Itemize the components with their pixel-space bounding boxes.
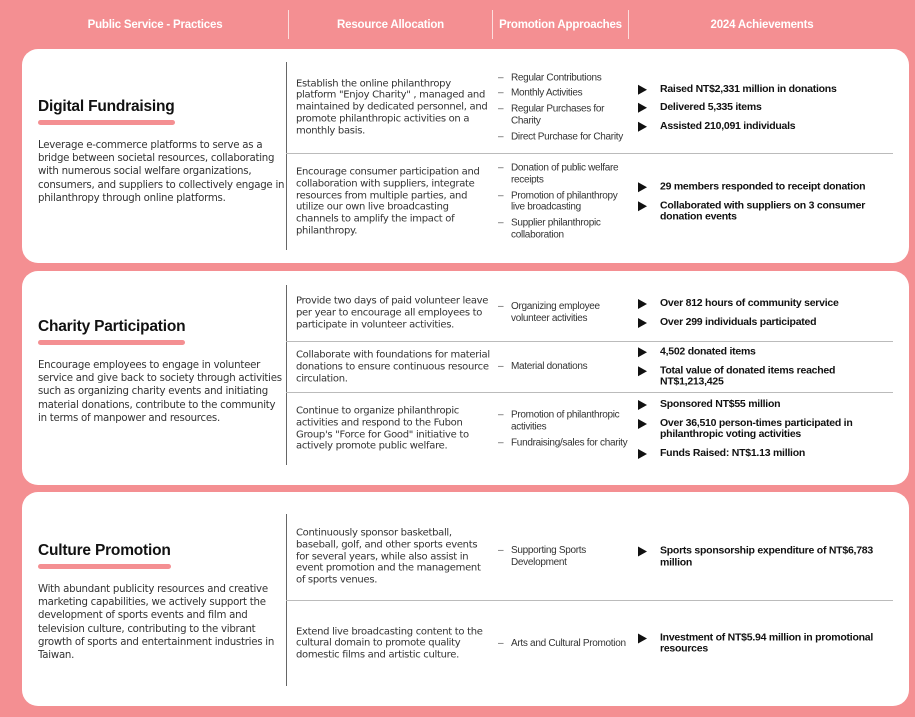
achievement-text: Funds Raised: NT$1.13 million [660, 446, 806, 459]
section-intro [38, 542, 286, 662]
promotion-item: – Regular Purchases for Charity [498, 104, 628, 128]
header-resource-allocation: Resource Allocation [337, 18, 444, 31]
triangle-bullet-icon [638, 347, 647, 357]
resource-allocation-text: Continue to organize philanthropic activities and respond to the Fubon Group's "Force for Good" initiative to actively promote public welfare. [296, 405, 469, 452]
achievement-text: Assisted 210,091 individuals [660, 119, 796, 132]
resource-allocation-text: Collaborate with foundations for material donations to ensure continuous resource circulation. [296, 349, 490, 384]
triangle-bullet-icon [638, 318, 647, 328]
achievement-item [636, 83, 891, 95]
achievement-item [636, 448, 891, 460]
promotion-item: – Promotion of philanthropic activities [498, 409, 628, 433]
header-promotion-approaches: Promotion Approaches [499, 18, 622, 31]
promotion-list [498, 545, 628, 569]
table-row [286, 341, 893, 392]
achievement-item [636, 102, 891, 114]
achievement-text: Over 299 individuals participated [660, 315, 817, 328]
triangle-bullet-icon [638, 400, 647, 410]
promotion-item: – Arts and Cultural Promotion [498, 638, 628, 650]
achievement-item [636, 365, 891, 388]
promotion-item: – Fundraising/sales for charity [498, 437, 628, 449]
table-row [286, 62, 893, 153]
triangle-bullet-icon [638, 201, 647, 211]
promotion-list [498, 409, 628, 448]
resource-allocation-text: Provide two days of paid volunteer leave per year to encourage all employees to participate in volunteer activities. [296, 295, 489, 330]
triangle-bullet-icon [638, 547, 647, 557]
promotion-item: – Donation of public welfare receipts [498, 163, 628, 187]
achievement-text: Total value of donated items reached NT$1,213,425 [660, 363, 836, 388]
promotion-list [498, 163, 628, 242]
table-row [286, 514, 893, 600]
achievement-item [636, 181, 891, 193]
promotion-list [498, 638, 628, 650]
achievement-text: Over 812 hours of community service [660, 297, 839, 309]
section-description: Encourage employees to engage in volunteer service and give back to society through activities such as organizing charity events and initiating material donations, contribute to the community in terms of manpower and resources. [38, 360, 282, 424]
achievement-list [636, 83, 891, 132]
section-title-text: Culture Promotion [38, 542, 171, 559]
promotion-list [498, 301, 628, 325]
promotion-item: – Supplier philanthropic collaboration [498, 218, 628, 242]
triangle-bullet-icon [638, 84, 647, 94]
achievement-list [636, 298, 891, 328]
section-digital-fundraising [22, 49, 909, 263]
resource-allocation-text: Establish the online philanthropy platform "Enjoy Charity" , managed and maintained by dedicated personnel, and promote philanthropic activities on a monthly basis. [296, 78, 488, 137]
title-underline [38, 120, 175, 125]
achievement-list [636, 399, 891, 459]
section-description: With abundant publicity resources and creative marketing capabilities, we actively support the development of sports events and film and television culture, contributing to the vibrant growth of sports and entertainment industries in Taiwan. [38, 584, 275, 662]
achievement-item [636, 546, 891, 569]
section-description: Leverage e-commerce platforms to serve as a bridge between societal resources, collaborating with numerous social welfare organizations, consumers, and suppliers to collectively engage in philanthropy through online platforms. [38, 140, 285, 204]
triangle-bullet-icon [638, 121, 647, 131]
table-row [286, 285, 893, 341]
promotion-list [498, 361, 628, 373]
section-title [38, 318, 185, 345]
achievement-item [636, 298, 891, 310]
section-title [38, 542, 171, 569]
section-culture-promotion [22, 492, 909, 706]
promotion-item: – Material donations [498, 361, 628, 373]
achievement-text: Sports sponsorship expenditure of NT$6,783 million [660, 544, 873, 568]
table-row [286, 392, 893, 465]
achievement-text: 29 members responded to receipt donation [660, 180, 866, 193]
achievement-item [636, 120, 891, 132]
promotion-item: – Organizing employee volunteer activities [498, 301, 628, 325]
table-row [286, 153, 893, 250]
promotion-item: – Direct Purchase for Charity [498, 131, 628, 143]
achievement-item [636, 632, 891, 655]
section-intro [38, 318, 286, 425]
promotion-item: – Monthly Activities [498, 88, 628, 100]
triangle-bullet-icon [638, 182, 647, 192]
section-title-text: Charity Participation [38, 318, 186, 335]
achievement-text: Sponsored NT$55 million [660, 398, 781, 410]
section-title [38, 98, 175, 125]
title-underline [38, 564, 171, 569]
achievement-list [636, 346, 891, 388]
triangle-bullet-icon [638, 299, 647, 309]
promotion-item: – Regular Contributions [498, 72, 628, 84]
achievement-list [636, 546, 891, 569]
achievement-text: 4,502 donated items [660, 345, 756, 358]
triangle-bullet-icon [638, 419, 647, 429]
section-title-text: Digital Fundraising [38, 98, 175, 115]
promotion-item: – Promotion of philanthropy live broadcasting [498, 190, 628, 214]
achievement-item [636, 418, 891, 441]
resource-allocation-text: Extend live broadcasting content to the cultural domain to promote quality domestic films and artistic culture. [296, 625, 483, 661]
triangle-bullet-icon [638, 103, 647, 113]
achievement-text: Investment of NT$5.94 million in promotional resources [660, 631, 874, 655]
achievement-item [636, 399, 891, 411]
triangle-bullet-icon [638, 366, 647, 376]
achievement-text: Collaborated with suppliers on 3 consumer donation events [660, 198, 866, 223]
achievement-list [636, 632, 891, 655]
achievement-text: Raised NT$2,331 million in donations [660, 82, 837, 95]
header-2024-achievements: 2024 Achievements [710, 18, 814, 31]
section-charity-participation [22, 271, 909, 485]
achievement-item [636, 317, 891, 329]
promotion-list [498, 72, 628, 143]
triangle-bullet-icon [638, 449, 647, 459]
triangle-bullet-icon [638, 633, 647, 643]
promotion-item: – Supporting Sports Development [498, 545, 628, 569]
achievement-text: Delivered 5,335 items [660, 100, 762, 113]
resource-allocation-text: Encourage consumer participation and collaboration with suppliers, integrate resources from multiple parties, and utilize our own live broadcasting channels to amplify the impact of philanthropy. [296, 166, 480, 237]
table-row [286, 600, 893, 686]
table-header [0, 0, 915, 50]
section-intro [38, 98, 286, 205]
achievement-list [636, 181, 891, 223]
achievement-item [636, 200, 891, 223]
title-underline [38, 340, 185, 345]
achievement-item [636, 346, 891, 358]
achievement-text: Over 36,510 person-times participated in philanthropic voting activities [660, 416, 853, 440]
header-public-service-practices: Public Service - Practices [87, 18, 223, 31]
resource-allocation-text: Continuously sponsor basketball, baseball, golf, and other sports events for several years, while also assist in event promotion and the management of sports venues. [296, 527, 481, 586]
